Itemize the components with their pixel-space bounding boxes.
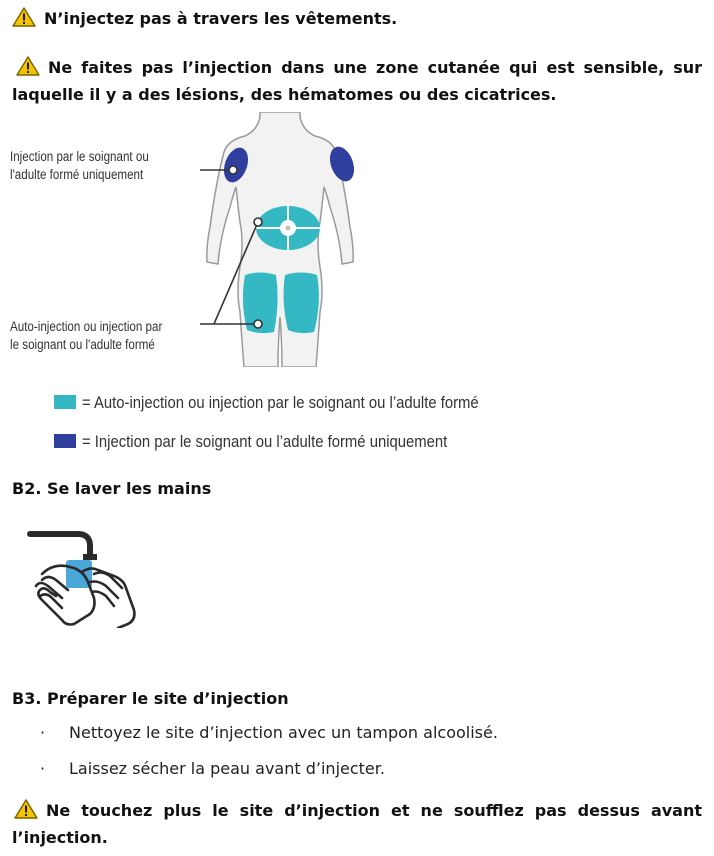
warning-skin-text: Ne faites pas l’injection dans une zone cutanée qui est sensible, sur laquelle il y a des lésions, des hématomes ou des cicatrices. xyxy=(12,58,702,104)
hand-washing-icon xyxy=(22,522,142,628)
warning-clothes-text: N’injectez pas à travers les vêtements. xyxy=(44,9,398,28)
warning-clothes xyxy=(12,7,702,34)
label-self-line2: le soignant ou l'adulte formé xyxy=(10,337,155,352)
warning-touch-text: Ne touchez plus le site d’injection et ne soufflez pas dessus avant l’injection. xyxy=(12,801,702,847)
warning-triangle-icon xyxy=(12,7,36,34)
warning-skin xyxy=(12,56,702,107)
list-item xyxy=(40,758,385,780)
legend-self-text: = Auto-injection ou injection par le soignant ou l’adulte formé xyxy=(82,394,479,412)
legend-swatch-teal xyxy=(54,395,76,409)
warning-touch xyxy=(12,799,702,850)
label-self-line1: Auto-injection ou injection par xyxy=(10,319,163,334)
bullet-marker: · xyxy=(40,723,46,742)
section-b3-title: B3. Préparer le site d’injection xyxy=(12,689,289,708)
label-caregiver-only xyxy=(10,148,149,184)
list-item xyxy=(40,722,498,744)
list-item-text: Laissez sécher la peau avant d’injecter. xyxy=(69,759,385,778)
warning-triangle-icon xyxy=(16,56,40,83)
legend-caregiver-text: = Injection par le soignant ou l’adulte formé uniquement xyxy=(82,433,448,451)
legend-swatch-blue xyxy=(54,434,76,448)
label-self-injection xyxy=(10,318,162,354)
section-b2-title: B2. Se laver les mains xyxy=(12,479,212,498)
warning-triangle-icon xyxy=(14,799,38,826)
label-caregiver-line2: l'adulte formé uniquement xyxy=(10,167,144,182)
bullet-marker: · xyxy=(40,759,46,778)
list-item-text: Nettoyez le site d’injection avec un tampon alcoolisé. xyxy=(69,723,498,742)
label-caregiver-line1: Injection par le soignant ou xyxy=(10,149,149,164)
